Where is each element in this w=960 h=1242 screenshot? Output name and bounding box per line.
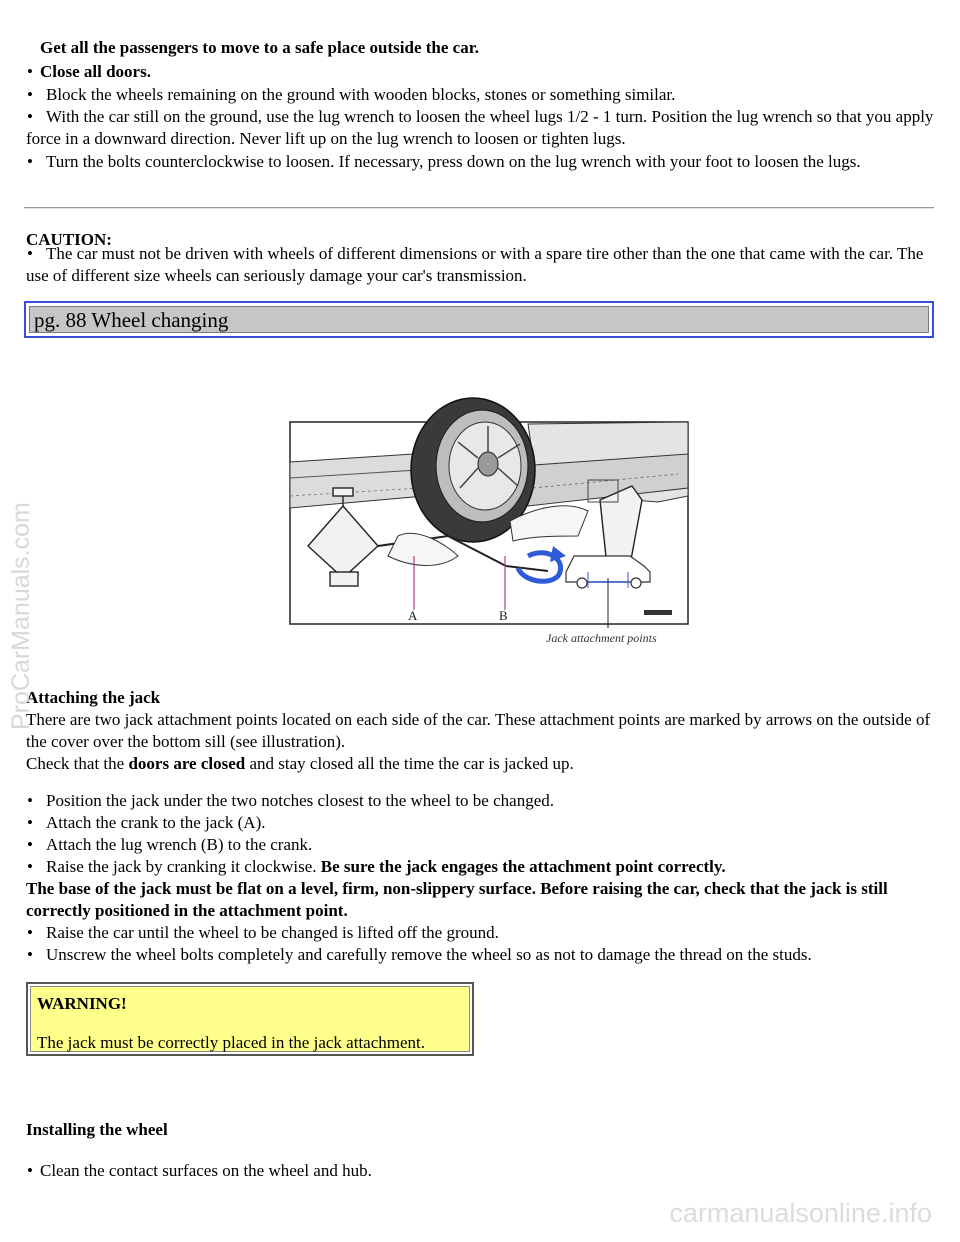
list-item: With the car still on the ground, use the lug wrench to loosen the wheel lugs 1/2 - 1 turn. Position the lug wrench so that you apply force in a downward direction. Never lift up on the lug wrench to loosen or tighten lugs. (26, 107, 934, 148)
watermark-left: ProCarManuals.com (7, 502, 35, 730)
warning-heading: WARNING! (37, 994, 127, 1013)
warning-text: The jack must be correctly placed in the jack attachment. (37, 1033, 425, 1052)
bullet-dot: • (27, 152, 33, 171)
watermark-bottom: carmanualsonline.info (669, 1198, 932, 1228)
section-header (24, 301, 934, 338)
list-item-text: Raise the jack by cranking it clockwise. (46, 857, 321, 876)
bullet-dot: • (27, 1161, 33, 1180)
para2-pre: Check that the (26, 754, 129, 773)
label-b: B (499, 608, 508, 623)
list-item-bold: Be sure the jack engages the attachment point correctly. (320, 857, 726, 876)
list-item: Clean the contact surfaces on the wheel and hub. (40, 1161, 372, 1180)
divider (24, 207, 934, 209)
list-item: Position the jack under the two notches closest to the wheel to be changed. (46, 791, 554, 810)
para2-post: and stay closed all the time the car is jacked up. (245, 754, 574, 773)
bullet-dot: • (27, 835, 33, 854)
jack-illustration (248, 396, 710, 654)
doors-closed-paragraph (26, 753, 938, 775)
list-item: Unscrew the wheel bolts completely and carefully remove the wheel so as not to damage the thread on the studs. (46, 945, 812, 964)
list-item: Close all doors. (40, 62, 151, 81)
list-item: Block the wheels remaining on the ground with wooden blocks, stones or something similar. (46, 85, 676, 104)
attaching-heading: Attaching the jack (26, 688, 161, 707)
bullet-dot: • (27, 945, 33, 964)
list-item: Turn the bolts counterclockwise to loosen. If necessary, press down on the lug wrench with your foot to loosen the lugs. (46, 152, 861, 171)
list-item (46, 856, 938, 878)
list-item: Raise the car until the wheel to be changed is lifted off the ground. (46, 923, 499, 942)
attaching-paragraph: There are two jack attachment points located on each side of the car. These attachment points are marked by arrows on the outside of the cover over the bottom sill (see illustration). (26, 710, 931, 751)
jack-illustration-drawing (248, 396, 710, 654)
list-item: Attach the lug wrench (B) to the crank. (46, 835, 313, 854)
figure-caption: Jack attachment points (546, 631, 657, 645)
bullet-dot: • (27, 813, 33, 832)
section-title: pg. 88 Wheel changing (29, 306, 929, 333)
bullet-dot: • (27, 791, 33, 810)
bullet-dot: • (27, 244, 33, 263)
jack-base-paragraph: The base of the jack must be flat on a level, firm, non-slippery surface. Before raising the car, check that the jack is still correctly positioned in the attachment point. (26, 879, 888, 920)
installing-heading: Installing the wheel (26, 1120, 168, 1139)
bullet-dot: • (27, 62, 33, 81)
bullet-dot: • (27, 923, 33, 942)
warning-box (26, 982, 474, 1056)
label-a: A (408, 608, 418, 623)
caution-text: The car must not be driven with wheels of different dimensions or with a spare tire other than the one that came with the car. The use of different size wheels can seriously damage your car's transmission. (26, 244, 924, 285)
bullet-dot: • (27, 85, 33, 104)
safety-instruction: Get all the passengers to move to a safe place outside the car. (40, 38, 479, 57)
bullet-dot: • (27, 107, 33, 126)
list-item: Attach the crank to the jack (A). (46, 813, 266, 832)
bullet-dot: • (27, 857, 33, 876)
warning-inner (30, 986, 470, 1052)
caution-heading: CAUTION: (26, 230, 112, 249)
para2-bold: doors are closed (128, 754, 246, 773)
